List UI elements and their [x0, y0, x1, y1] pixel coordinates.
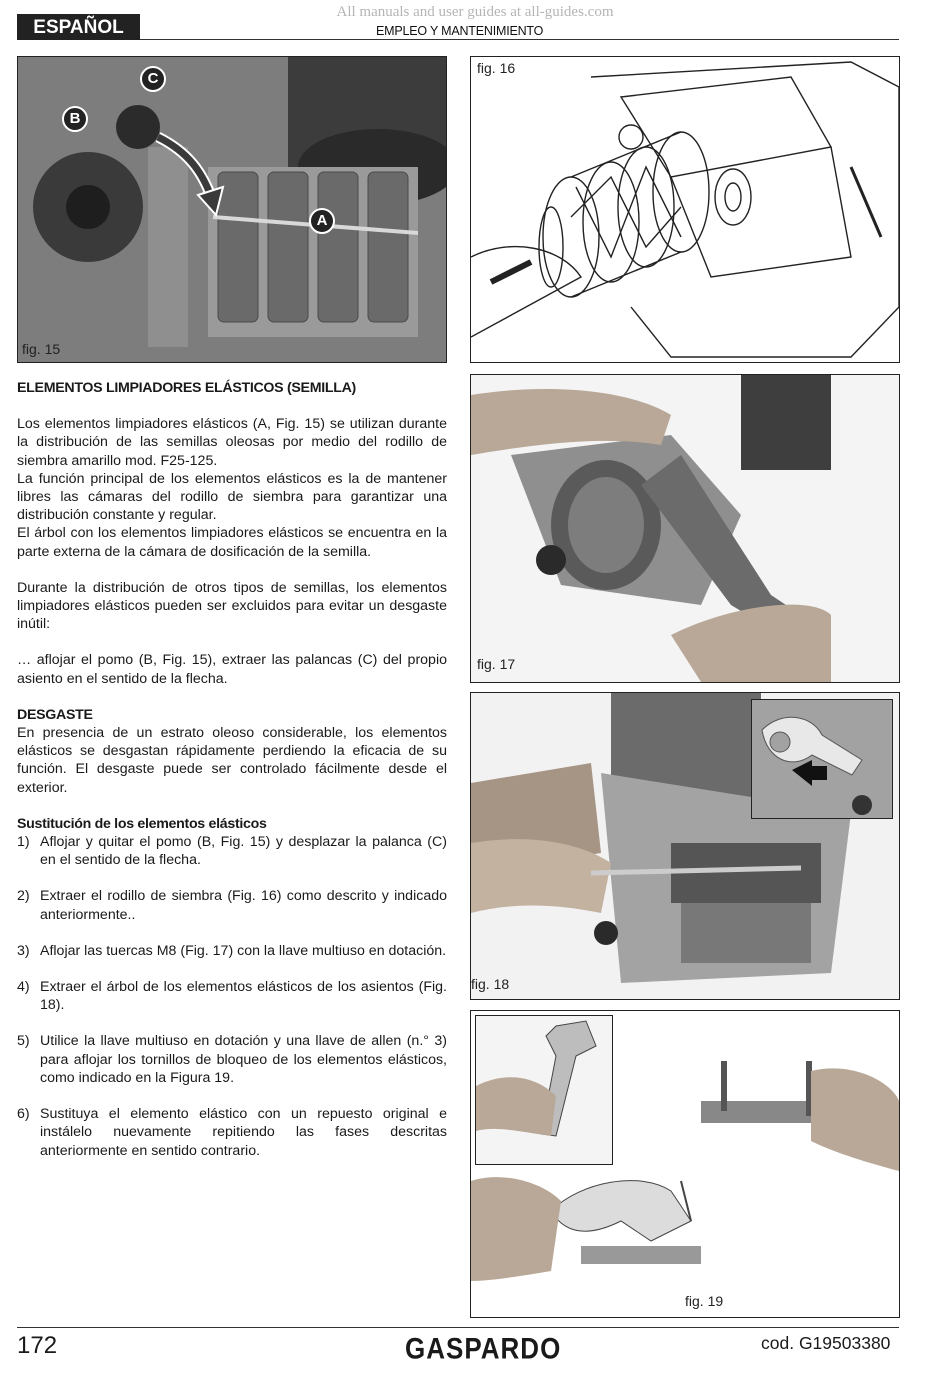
step-item — [17, 887, 447, 923]
step-number: 4) — [17, 979, 30, 996]
header-divider — [140, 39, 899, 40]
step-text: Utilice la llave multiuso en dotación y una llave de allen (n.° 3) para aflojar los tornillos de bloqueo de los elementos elásticos, como indicado en la Figura 19. — [40, 1033, 447, 1086]
figure-19 — [470, 1010, 900, 1318]
page-number: 172 — [17, 1332, 58, 1359]
footer-divider — [17, 1327, 899, 1328]
heading-sustitucion: Sustitución de los elementos elásticos — [17, 815, 267, 832]
figure-18 — [470, 692, 900, 1000]
step-number: 6) — [17, 1106, 30, 1123]
step-item — [17, 942, 447, 960]
hands-wrench-photo — [471, 375, 899, 682]
paragraph-5: … aflojar el pomo (B, Fig. 15), extraer las palancas (C) del propio asiento en el sentido de la flecha. — [17, 652, 447, 687]
marker-a: A — [309, 208, 335, 234]
marker-c: C — [140, 66, 166, 92]
document-code: cod. G19503380 — [761, 1333, 891, 1353]
heading-elementos-limpiadores: ELEMENTOS LIMPIADORES ELÁSTICOS (SEMILLA) — [17, 380, 356, 396]
paragraph-1: Los elementos limpiadores elásticos (A, Fig. 15) se utilizan durante la distribución de las semillas oleosas por medio del rodillo de siembra amarillo mod. F25-125. — [17, 416, 447, 469]
step-number: 2) — [17, 888, 30, 905]
figure-16 — [470, 56, 900, 363]
step-number: 5) — [17, 1033, 30, 1050]
figure-17 — [470, 374, 900, 683]
step-text: Extraer el rodillo de siembra (Fig. 16) como descrito y indicado anteriormente.. — [40, 888, 447, 923]
paragraph-4: Durante la distribución de otros tipos de semillas, los elementos limpiadores elásticos pueden ser excluidos para evitar un desgaste inútil: — [17, 579, 447, 633]
fig19-photo-left — [475, 1015, 613, 1165]
marker-b: B — [62, 106, 88, 132]
step-text: Aflojar y quitar el pomo (B, Fig. 15) y desplazar la palanca (C) en el sentido de la flecha. — [40, 834, 447, 869]
fig17-caption: fig. 17 — [477, 656, 516, 672]
step-item — [17, 978, 447, 1014]
step-text: Aflojar las tuercas M8 (Fig. 17) con la llave multiuso en dotación. — [40, 942, 447, 959]
step-item — [17, 1105, 447, 1160]
paragraph-6: En presencia de un estrato oleoso considerable, los elementos elásticos se desgastan rápidamente perdiendo la eficacia de su función. El desgaste puede ser controlado fácilmente desde el exterior. — [17, 725, 447, 796]
detail-inset — [751, 699, 893, 819]
paragraph-3: El árbol con los elementos limpiadores elásticos se encuentra en la parte externa de la cámara de dosificación de la semilla. — [17, 525, 447, 560]
step-item — [17, 1032, 447, 1087]
figure-15 — [17, 56, 447, 363]
step-number: 3) — [17, 942, 30, 959]
fig18-caption: fig. 18 — [471, 976, 510, 992]
step-number: 1) — [17, 834, 30, 851]
paragraph-2: La función principal de los elementos elásticos es la de mantener libres las cámaras del rodillo de siembra para garantizar una distribución constante y regular. — [17, 470, 447, 524]
heading-desgaste: DESGASTE — [17, 706, 93, 723]
lever-detail-photo — [752, 700, 892, 818]
fig15-caption: fig. 15 — [22, 341, 61, 357]
brand-logo: GASPARDO — [405, 1330, 562, 1366]
step-text: Extraer el árbol de los elementos elásticos de los asientos (Fig. 18). — [40, 979, 447, 1014]
watermark: All manuals and user guides at all-guides.com — [336, 4, 614, 20]
section-title: EMPLEO Y MANTENIMIENTO — [376, 24, 544, 38]
fig16-caption: fig. 16 — [477, 60, 516, 76]
body-text — [17, 379, 447, 1160]
fig19-caption: fig. 19 — [685, 1293, 724, 1309]
step-item — [17, 833, 447, 869]
language-tab: ESPAÑOL — [17, 14, 140, 40]
seed-drill-photo — [18, 57, 446, 362]
seed-roller-drawing — [471, 57, 899, 362]
step-text: Sustituya el elemento elástico con un repuesto original e instálelo nuevamente repitiendo las fases descritas anteriormente en sentido contrario. — [40, 1106, 447, 1159]
